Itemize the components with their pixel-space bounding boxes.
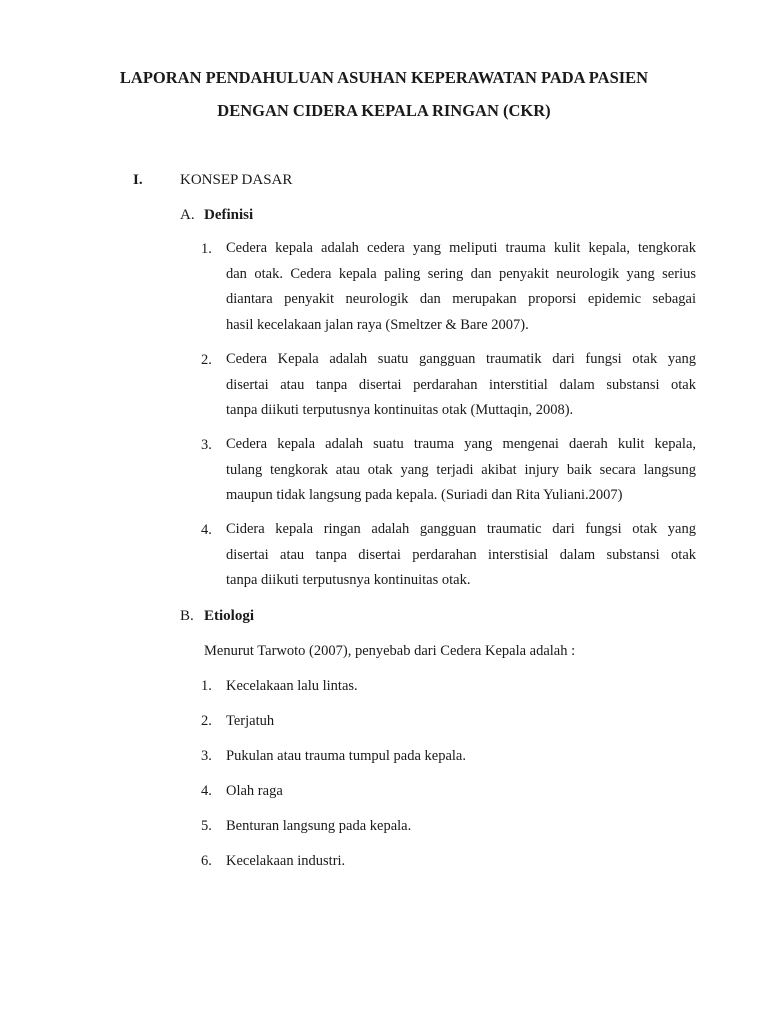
definisi-item-4-number: 4. xyxy=(201,522,212,538)
definisi-item-3 xyxy=(226,432,696,509)
definisi-item-3-line: tulang tengkorak atau otak yang terjadi akibat injury baik secara langsung xyxy=(226,461,696,478)
definisi-item-4-line: Cidera kepala ringan adalah gangguan traumatic dari fungsi otak yang xyxy=(226,521,696,537)
etiologi-item-number: 1. xyxy=(201,678,212,694)
definisi-item-1-line: diantara penyakit neurologik dan merupakan proporsi epidemic sebagai xyxy=(226,291,696,307)
definisi-item-1-number: 1. xyxy=(201,241,212,257)
document-title-line-2: DENGAN CIDERA KEPALA RINGAN (CKR) xyxy=(217,101,551,120)
definisi-item-1-line: dan otak. Cedera kepala paling sering dan penyakit neurologik yang serius xyxy=(226,265,696,282)
etiologi-item-number: 6. xyxy=(201,853,212,869)
definisi-item-2-line: disertai atau tanpa disertai perdarahan interstitial dalam substansi otak xyxy=(226,376,696,393)
etiologi-item: Pukulan atau trauma tumpul pada kepala. xyxy=(226,748,466,764)
etiologi-item-number: 3. xyxy=(201,748,212,764)
etiologi-intro: Menurut Tarwoto (2007), penyebab dari Cedera Kepala adalah : xyxy=(204,643,576,659)
definisi-item-1-line: Cedera kepala adalah cedera yang meliputi trauma kulit kepala, tengkorak xyxy=(226,240,696,256)
section-numeral: I. xyxy=(133,172,143,188)
subsection-a-marker: A. xyxy=(180,207,195,223)
definisi-item-2 xyxy=(226,347,696,424)
definisi-item-2-line: tanpa diikuti terputusnya kontinuitas otak (Muttaqin, 2008). xyxy=(226,402,574,418)
etiologi-item: Kecelakaan industri. xyxy=(226,853,346,869)
document-title-line-1: LAPORAN PENDAHULUAN ASUHAN KEPERAWATAN PADA PASIEN xyxy=(119,68,649,87)
definisi-item-1 xyxy=(226,236,696,338)
etiologi-item: Benturan langsung pada kepala. xyxy=(226,818,412,834)
definisi-item-2-number: 2. xyxy=(201,352,212,368)
etiologi-item: Terjatuh xyxy=(226,713,275,729)
etiologi-item-number: 2. xyxy=(201,713,212,729)
etiologi-item: Olah raga xyxy=(226,783,283,799)
section-heading: KONSEP DASAR xyxy=(180,172,293,188)
definisi-item-4-line: tanpa diikuti terputusnya kontinuitas otak. xyxy=(226,572,471,588)
etiologi-item-number: 4. xyxy=(201,783,212,799)
etiologi-item: Kecelakaan lalu lintas. xyxy=(226,678,358,694)
definisi-item-3-number: 3. xyxy=(201,437,212,453)
definisi-item-3-line: Cedera kepala adalah suatu trauma yang mengenai daerah kulit kepala, xyxy=(226,436,696,452)
definisi-item-2-line: Cedera Kepala adalah suatu gangguan traumatik dari fungsi otak yang xyxy=(226,351,696,367)
definisi-item-3-line: maupun tidak langsung pada kepala. (Suriadi dan Rita Yuliani.2007) xyxy=(226,487,623,503)
subsection-b-heading: Etiologi xyxy=(204,608,255,624)
etiologi-item-number: 5. xyxy=(201,818,212,834)
subsection-a-heading: Definisi xyxy=(204,207,254,223)
definisi-item-1-line: hasil kecelakaan jalan raya (Smeltzer & Bare 2007). xyxy=(226,316,529,333)
definisi-item-4-line: disertai atau tanpa disertai perdarahan interstisial dalam substansi otak xyxy=(226,546,696,563)
definisi-item-4 xyxy=(226,517,696,594)
subsection-b-marker: B. xyxy=(180,608,194,624)
